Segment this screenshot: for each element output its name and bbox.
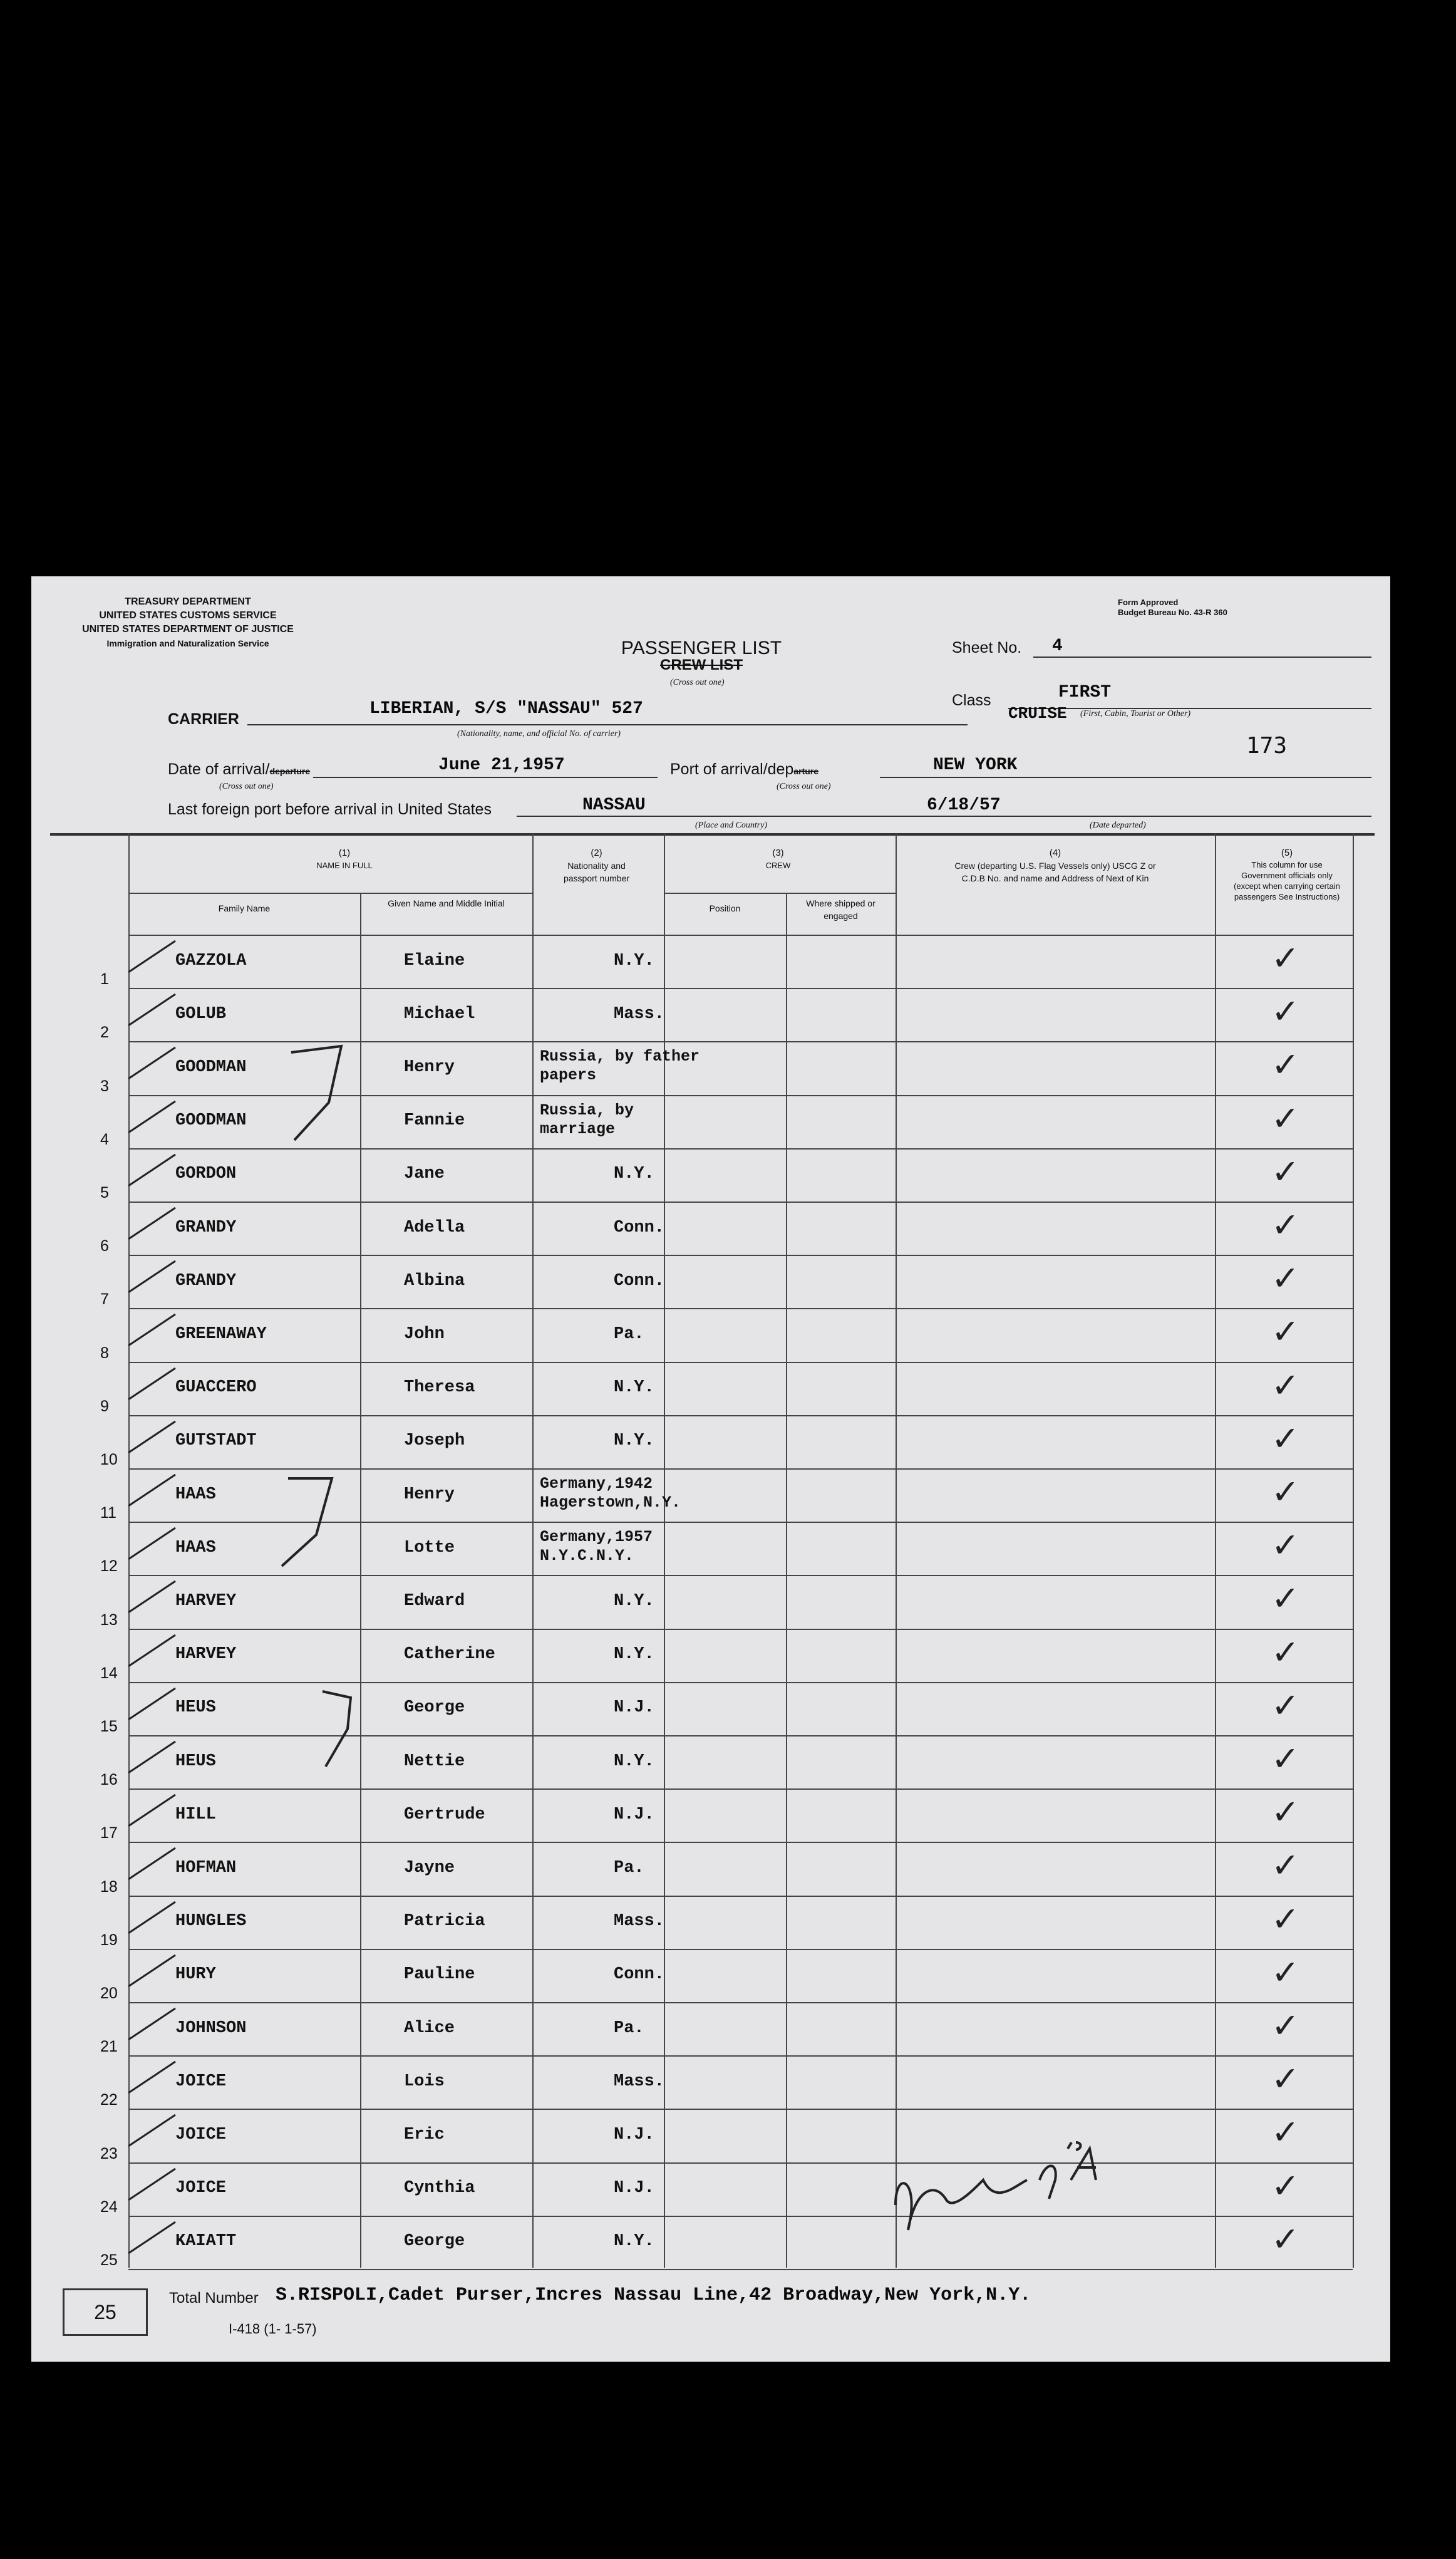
family-name-cell: GRANDY [175, 1218, 237, 1237]
nationality-cell: Conn. [614, 1965, 665, 1984]
family-name-cell: JOHNSON [175, 2019, 247, 2038]
cross-out-note: (Cross out one) [670, 678, 725, 687]
given-name-cell: Fannie [404, 1111, 465, 1130]
family-name-cell: HEUS [175, 1752, 216, 1771]
cross-out-note-3: (Cross out one) [777, 782, 831, 791]
family-name-cell: JOICE [175, 2179, 227, 2198]
total-label: Total Number [169, 2290, 259, 2307]
port-value: NEW YORK [933, 755, 1018, 775]
family-name-cell: JOICE [175, 2126, 227, 2144]
nationality-cell: Pa. [614, 1859, 644, 1877]
signature-nine [1040, 2166, 1056, 2199]
nationality-cell: N.J. [614, 2126, 654, 2144]
col4-head: (4) Crew (departing U.S. Flag Vessels only) USCG Z or C.D.B No. and name and Address of Next of Kin [954, 848, 1156, 883]
given-name-cell: Alice [404, 2019, 455, 2038]
official-check-icon: ✓ [1271, 1205, 1300, 1245]
given-name-cell: Gertrude [404, 1805, 485, 1824]
given-name-cell: Edward [404, 1592, 465, 1611]
given-name-cell: George [404, 1698, 465, 1717]
col3-head: (3) CREW [765, 848, 791, 870]
cruise-value: CRUISE [1008, 704, 1067, 723]
nationality-cell: Mass. [614, 1005, 665, 1024]
nationality-cell: N.Y. [614, 1592, 654, 1611]
class-note: (First, Cabin, Tourist or Other) [1080, 709, 1191, 719]
family-name-cell: KAIATT [175, 2232, 237, 2251]
agency-line-1: TREASURY DEPARTMENT [125, 596, 251, 607]
official-check-icon: ✓ [1271, 1845, 1300, 1885]
row-number: 23 [100, 2145, 118, 2162]
family-name-cell: HAAS [175, 1485, 216, 1504]
given-name-cell: Jayne [404, 1859, 455, 1877]
given-name-cell: Theresa [404, 1378, 475, 1397]
nationality-cell: N.J. [614, 1805, 654, 1824]
last-port-value: NASSAU [582, 796, 646, 815]
col1-head: (1) NAME IN FULL [316, 848, 373, 870]
family-name-cell: GUTSTADT [175, 1431, 257, 1450]
official-check-icon: ✓ [1271, 2006, 1300, 2045]
class-label: Class [952, 692, 991, 709]
row-number: 6 [100, 1237, 109, 1255]
nationality-cell: Pa. [614, 1325, 644, 1344]
official-check-icon: ✓ [1271, 1739, 1300, 1778]
col-family-name: Family Name [218, 903, 271, 913]
nationality-cell: Russia, by father papers [540, 1047, 700, 1084]
nationality-cell: N.Y. [614, 952, 654, 970]
official-check-icon: ✓ [1271, 1579, 1300, 1618]
official-check-icon: ✓ [1271, 1632, 1300, 1672]
agency-line-2: UNITED STATES CUSTOMS SERVICE [99, 610, 277, 621]
handwritten-marks [31, 576, 1390, 2362]
given-name-cell: Lotte [404, 1539, 455, 1557]
given-name-cell: Nettie [404, 1752, 465, 1771]
family-name-cell: GUACCERO [175, 1378, 257, 1397]
purser-signature-line: S.RISPOLI,Cadet Purser,Incres Nassau Line,42 Broadway,New York,N.Y. [276, 2285, 1031, 2306]
nationality-cell: Pa. [614, 2019, 644, 2038]
official-check-icon: ✓ [1271, 1419, 1300, 1458]
family-name-cell: GRANDY [175, 1272, 237, 1290]
row-number: 15 [100, 1718, 118, 1735]
stamp-number: 173 [1246, 733, 1288, 759]
form-approved: Form Approved Budget Bureau No. 43-R 360 [1118, 598, 1227, 617]
row-number: 12 [100, 1557, 118, 1575]
annotation-strokes [282, 1046, 1096, 2230]
family-name-cell: HUNGLES [175, 1912, 247, 1931]
family-name-cell: GOODMAN [175, 1058, 247, 1077]
official-check-icon: ✓ [1271, 2166, 1300, 2206]
crew-list-struck: CREW LIST [660, 657, 743, 673]
family-name-cell: HAAS [175, 1539, 216, 1557]
date-arrival-value: June 21,1957 [438, 755, 565, 775]
nationality-cell: Germany,1957 N.Y.C.N.Y. [540, 1528, 653, 1565]
given-name-cell: Lois [404, 2072, 445, 2091]
official-check-icon: ✓ [1271, 938, 1300, 978]
row-number: 7 [100, 1290, 109, 1308]
date-departed-note: (Date departed) [1090, 821, 1146, 830]
given-name-cell: Albina [404, 1272, 465, 1290]
row-number: 5 [100, 1184, 109, 1202]
official-check-icon: ✓ [1271, 1953, 1300, 1992]
nationality-cell: Russia, by marriage [540, 1101, 634, 1138]
given-name-cell: Catherine [404, 1645, 495, 1664]
nationality-cell: Conn. [614, 1272, 665, 1290]
carrier-label: CARRIER [168, 710, 239, 728]
family-name-cell: GAZZOLA [175, 952, 247, 970]
official-check-icon: ✓ [1271, 2219, 1300, 2259]
official-check-icon: ✓ [1271, 1472, 1300, 1512]
row-number: 22 [100, 2091, 118, 2109]
row-number: 4 [100, 1131, 109, 1148]
bracket-mark-11-12 [282, 1478, 332, 1566]
family-name-cell: HURY [175, 1965, 216, 1984]
signature-scribble [896, 2180, 1027, 2230]
given-name-cell: Michael [404, 1005, 475, 1024]
family-name-cell: GOODMAN [175, 1111, 247, 1130]
official-check-icon: ✓ [1271, 1525, 1300, 1565]
agency-line-3: UNITED STATES DEPARTMENT OF JUSTICE [82, 624, 294, 635]
col-where-shipped: Where shipped or engaged [806, 898, 875, 921]
place-note: (Place and Country) [695, 821, 768, 830]
given-name-cell: Elaine [404, 952, 465, 970]
bracket-mark-15-16 [323, 1691, 351, 1767]
col2-head: (2) Nationality and passport number [563, 848, 630, 883]
given-name-cell: Adella [404, 1218, 465, 1237]
family-name-cell: HARVEY [175, 1592, 237, 1611]
date-arrival-label: Date of arrival/departure [168, 760, 311, 778]
nationality-cell: N.Y. [614, 1431, 654, 1450]
official-check-icon: ✓ [1271, 1686, 1300, 1725]
official-check-icon: ✓ [1271, 2112, 1300, 2152]
family-name-cell: HOFMAN [175, 1859, 237, 1877]
row-number: 3 [100, 1077, 109, 1095]
row-number: 18 [100, 1878, 118, 1896]
official-check-icon: ✓ [1271, 1152, 1300, 1191]
official-check-icon: ✓ [1271, 1045, 1300, 1084]
row-number: 17 [100, 1824, 118, 1842]
nationality-cell: Germany,1942 Hagerstown,N.Y. [540, 1475, 681, 1512]
row-number: 9 [100, 1398, 109, 1415]
nationality-cell: N.Y. [614, 1645, 654, 1664]
given-name-cell: Joseph [404, 1431, 465, 1450]
given-name-cell: Eric [404, 2126, 445, 2144]
official-check-icon: ✓ [1271, 1792, 1300, 1832]
col-given-name: Given Name and Middle Initial [388, 898, 505, 908]
bracket-mark-3-4 [291, 1046, 341, 1140]
given-name-cell: Pauline [404, 1965, 475, 1984]
nationality-cell: N.Y. [614, 2232, 654, 2251]
nationality-cell: Conn. [614, 1218, 665, 1237]
carrier-value: LIBERIAN, S/S "NASSAU" 527 [369, 699, 643, 719]
nationality-cell: N.Y. [614, 1165, 654, 1183]
family-name-cell: HILL [175, 1805, 216, 1824]
total-count: 25 [94, 2301, 116, 2323]
given-name-cell: Henry [404, 1058, 455, 1077]
nationality-cell: N.J. [614, 1698, 654, 1717]
last-port-label: Last foreign port before arrival in United States [168, 801, 492, 818]
given-name-cell: Cynthia [404, 2179, 475, 2198]
signature-a [1071, 2149, 1096, 2180]
official-check-icon: ✓ [1271, 1259, 1300, 1298]
total-box [63, 2288, 148, 2336]
official-check-icon: ✓ [1271, 2059, 1300, 2099]
row-number: 21 [100, 2038, 118, 2055]
agency-line-4: Immigration and Naturalization Service [106, 638, 269, 648]
row-number: 14 [100, 1664, 118, 1682]
family-name-cell: HEUS [175, 1698, 216, 1717]
row-number: 13 [100, 1611, 118, 1629]
row-number: 11 [100, 1504, 116, 1522]
row-number: 2 [100, 1024, 109, 1041]
nationality-cell: N.Y. [614, 1752, 654, 1771]
given-name-cell: John [404, 1325, 445, 1344]
row-number: 24 [100, 2198, 118, 2216]
row-number: 25 [100, 2251, 118, 2269]
family-name-cell: GOLUB [175, 1005, 227, 1024]
given-name-cell: Henry [404, 1485, 455, 1504]
given-name-cell: Jane [404, 1165, 445, 1183]
nationality-cell: N.J. [614, 2179, 654, 2198]
row-number: 20 [100, 1985, 118, 2002]
signature-superscript [1068, 2142, 1081, 2150]
class-value: FIRST [1058, 683, 1112, 702]
carrier-note: (Nationality, name, and official No. of carrier) [457, 729, 621, 739]
official-check-icon: ✓ [1271, 1312, 1300, 1351]
official-check-icon: ✓ [1271, 1899, 1300, 1939]
family-name-cell: GREENAWAY [175, 1325, 267, 1344]
col5-head: (5) This column for use Government officials only (except when carrying certain passengers See Instructions) [1234, 848, 1340, 901]
row-number: 19 [100, 1931, 118, 1949]
given-name-cell: George [404, 2232, 465, 2251]
sheet-label: Sheet No. [952, 639, 1022, 657]
last-port-date: 6/18/57 [927, 796, 1001, 815]
row-number: 8 [100, 1344, 109, 1362]
family-name-cell: HARVEY [175, 1645, 237, 1664]
official-check-icon: ✓ [1271, 1366, 1300, 1405]
page-title: PASSENGER LIST [621, 638, 782, 658]
official-check-icon: ✓ [1271, 1099, 1300, 1138]
family-name-cell: JOICE [175, 2072, 227, 2091]
cross-out-note-2: (Cross out one) [219, 782, 274, 791]
family-name-cell: GORDON [175, 1165, 237, 1183]
nationality-cell: Mass. [614, 1912, 665, 1931]
row-number: 10 [100, 1451, 118, 1468]
form-number: I-418 (1- 1-57) [229, 2321, 317, 2337]
row-number: 1 [100, 970, 109, 988]
nationality-cell: Mass. [614, 2072, 665, 2091]
row-number: 16 [100, 1771, 118, 1788]
port-label: Port of arrival/departure [670, 760, 819, 778]
official-check-icon: ✓ [1271, 992, 1300, 1031]
sheet-number: 4 [1052, 636, 1063, 656]
col-position: Position [709, 903, 741, 913]
given-name-cell: Patricia [404, 1912, 485, 1931]
nationality-cell: N.Y. [614, 1378, 654, 1397]
passenger-list-sheet [31, 576, 1390, 2362]
